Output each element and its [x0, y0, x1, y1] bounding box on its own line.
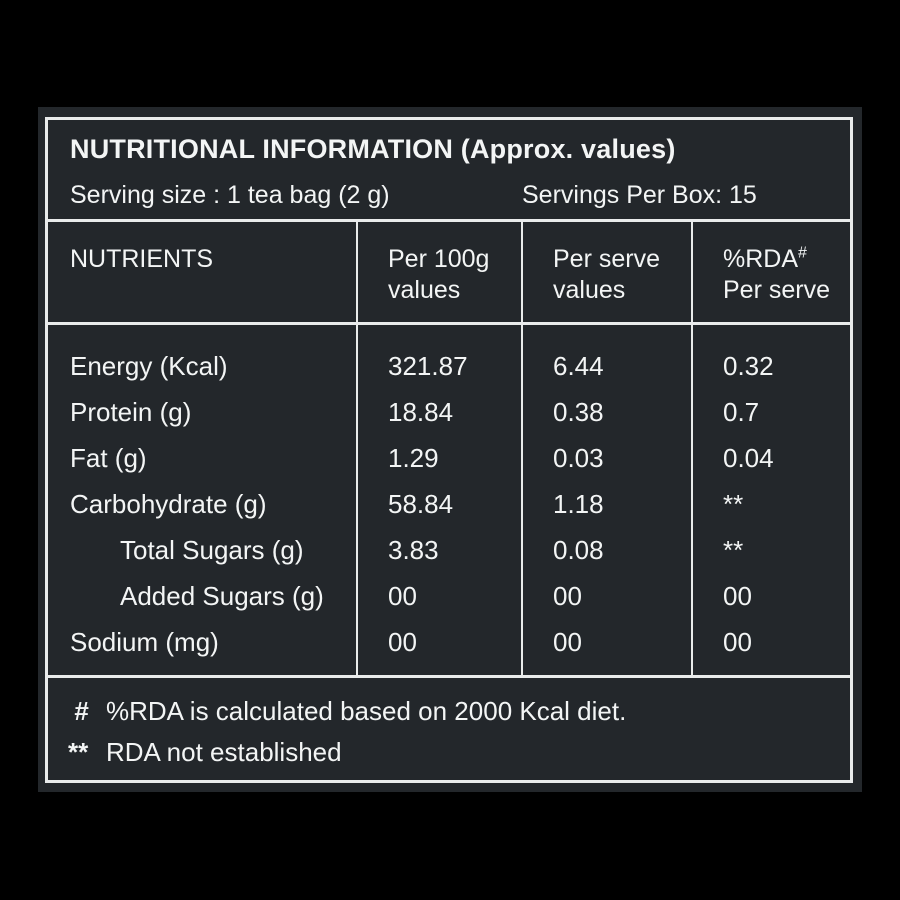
spacer	[693, 325, 850, 343]
column-nutrients	[48, 222, 358, 675]
nutrition-grid	[48, 222, 850, 675]
rda-header-text: %RDA	[723, 245, 799, 273]
per-serve-value: 0.38	[553, 397, 604, 427]
nutrient-label-indented: Total Sugars (g)	[120, 535, 304, 565]
rda-value: 0.04	[723, 443, 774, 473]
footnote-text: RDA not established	[106, 737, 342, 767]
nutrient-label: Fat (g)	[70, 443, 147, 473]
footnotes-section	[48, 675, 850, 780]
nutrition-label-panel	[38, 107, 862, 792]
spacer	[48, 665, 356, 675]
hash-marker: #	[74, 696, 89, 726]
rda-value: 0.7	[723, 397, 760, 427]
nutrient-label: Energy (Kcal)	[70, 351, 228, 381]
per-100g-value: 00	[388, 581, 417, 611]
column-header-line	[723, 244, 850, 275]
rda-value: 00	[723, 581, 752, 611]
table-header	[48, 120, 850, 222]
per-100g-value: 3.83	[388, 535, 439, 565]
nutrition-table-frame	[45, 117, 853, 783]
column-header-line: values	[553, 276, 626, 304]
column-rda-per-serve	[693, 222, 850, 675]
table-title: NUTRITIONAL INFORMATION (Approx. values)	[70, 134, 676, 164]
column-header-line: NUTRIENTS	[70, 245, 214, 273]
rda-value: 00	[723, 627, 752, 657]
nutrient-label: Protein (g)	[70, 397, 192, 427]
column-header-line: values	[388, 276, 461, 304]
per-serve-value: 00	[553, 581, 582, 611]
per-serve-value: 00	[553, 627, 582, 657]
rda-value: 0.32	[723, 351, 774, 381]
per-serve-value: 6.44	[553, 351, 604, 381]
servings-per-box-text: Servings Per Box: 15	[522, 181, 757, 209]
spacer	[48, 325, 356, 343]
spacer	[523, 665, 691, 675]
nutrient-label: Carbohydrate (g)	[70, 489, 267, 519]
column-header-per-100g	[358, 222, 521, 325]
footnote-text: %RDA is calculated based on 2000 Kcal diet.	[106, 696, 627, 726]
per-100g-value: 00	[388, 627, 417, 657]
per-100g-value: 1.29	[388, 443, 439, 473]
column-per-100g	[358, 222, 523, 675]
nutrient-label-indented: Added Sugars (g)	[120, 581, 324, 611]
per-100g-value: 58.84	[388, 489, 454, 519]
column-header-line: Per serve	[553, 245, 660, 273]
per-100g-value: 18.84	[388, 397, 454, 427]
rda-value: **	[723, 535, 744, 565]
spacer	[358, 325, 521, 343]
nutrient-label: Sodium (mg)	[70, 627, 219, 657]
hash-superscript: #	[798, 244, 807, 262]
column-header-line: Per serve	[723, 276, 830, 304]
serving-info-row	[70, 181, 850, 209]
spacer	[358, 665, 521, 675]
column-header-per-serve	[523, 222, 691, 325]
spacer	[523, 325, 691, 343]
asterisk-marker: **	[68, 737, 89, 767]
per-100g-value: 321.87	[388, 351, 468, 381]
footnote-rda-calculation	[48, 691, 850, 732]
column-per-serve	[523, 222, 693, 675]
column-header-line: Per 100g	[388, 245, 490, 273]
per-serve-value: 0.03	[553, 443, 604, 473]
spacer	[693, 665, 850, 675]
rda-value: **	[723, 489, 744, 519]
column-header-nutrients	[48, 222, 356, 325]
column-header-rda	[693, 222, 850, 325]
per-serve-value: 0.08	[553, 535, 604, 565]
serving-size-text: Serving size : 1 tea bag (2 g)	[70, 181, 390, 209]
per-serve-value: 1.18	[553, 489, 604, 519]
footnote-rda-not-established	[48, 732, 850, 773]
